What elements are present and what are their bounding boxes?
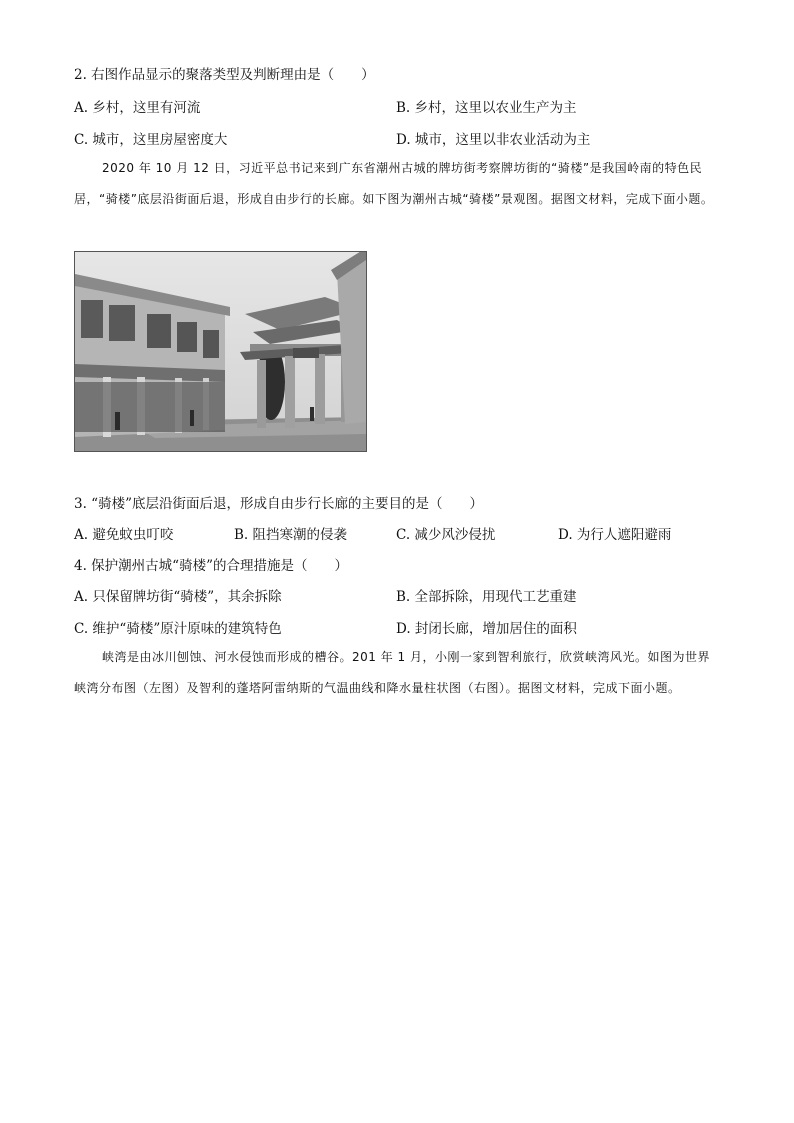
passage-fjord-text: 峡湾是由冰川刨蚀、河水侵蚀而形成的槽谷。201 年 1 月，小刚一家到智利旅行，欣赏峡湾风光。如图为世界峡湾分布图（左图）及智利的蓬塔阿雷纳斯的气温曲线和降水量柱状图（右图）。据图文材料，完成下面小题。 xyxy=(74,650,710,695)
q3-option-c: C. 减少风沙侵扰 xyxy=(396,527,496,543)
passage-qilou xyxy=(74,153,720,215)
q3-option-d: D. 为行人遮阳避雨 xyxy=(558,527,672,543)
q3-stem: 3. “骑楼”底层沿街面后退，形成自由步行长廊的主要目的是（ ） xyxy=(74,496,483,512)
q4-option-d: D. 封闭长廊，增加居住的面积 xyxy=(396,621,577,637)
q4-option-c: C. 维护“骑楼”原汁原味的建筑特色 xyxy=(74,621,282,637)
q3-option-b: B. 阻挡寒潮的侵袭 xyxy=(234,527,348,543)
qilou-street-photo xyxy=(74,251,367,452)
passage-qilou-text: 2020 年 10 月 12 日，习近平总书记来到广东省潮州古城的牌坊街考察牌坊街的“骑楼”是我国岭南的特色民居，“骑楼”底层沿街面后退，形成自由步行的长廊。如下图为潮州古城“骑楼”景观图。据图文材料，完成下面小题。 xyxy=(74,161,714,206)
qilou-photo-illustration xyxy=(75,252,366,451)
q3-option-a: A. 避免蚊虫叮咬 xyxy=(74,527,174,543)
q4-stem: 4. 保护潮州古城“骑楼”的合理措施是（ ） xyxy=(74,558,348,574)
q4-option-a: A. 只保留牌坊街“骑楼”，其余拆除 xyxy=(74,589,282,605)
q2-option-a: A. 乡村，这里有河流 xyxy=(74,100,201,116)
q4-option-b: B. 全部拆除，用现代工艺重建 xyxy=(396,589,577,605)
q2-stem: 2. 右图作品显示的聚落类型及判断理由是（ ） xyxy=(74,67,375,83)
q2-option-b: B. 乡村，这里以农业生产为主 xyxy=(396,100,577,116)
passage-fjord xyxy=(74,642,720,704)
q2-option-d: D. 城市，这里以非农业活动为主 xyxy=(396,132,591,148)
q2-option-c: C. 城市，这里房屋密度大 xyxy=(74,132,228,148)
